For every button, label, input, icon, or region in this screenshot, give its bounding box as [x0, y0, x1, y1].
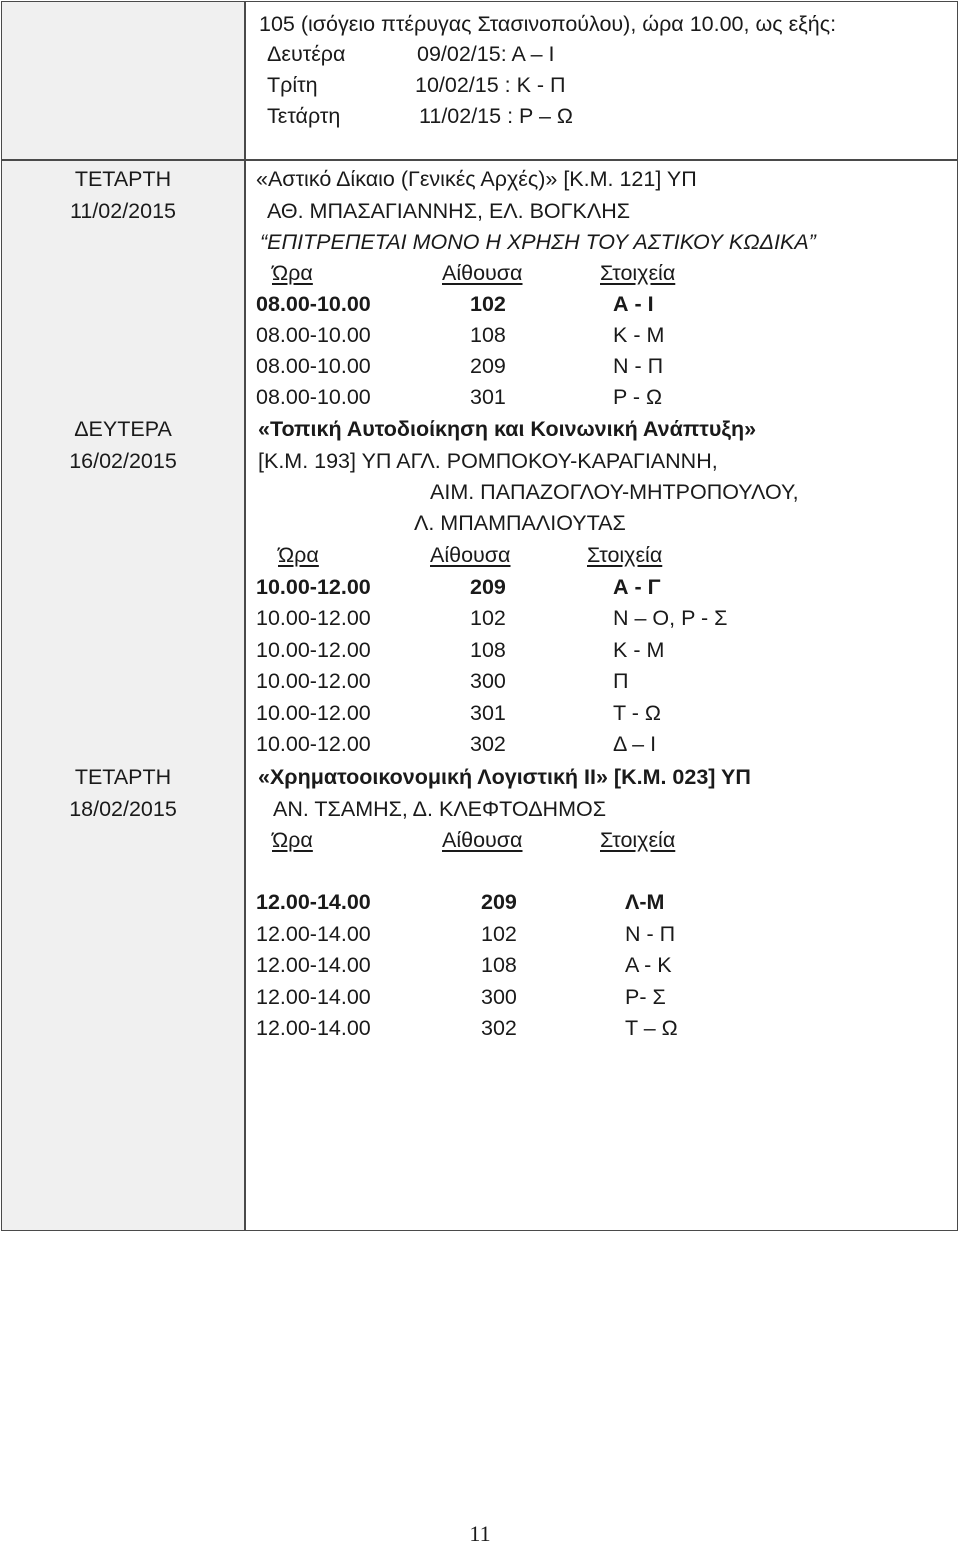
row-time: 10.00-12.00: [256, 669, 371, 693]
row-room: 209: [470, 575, 506, 599]
row-time: 08.00-10.00: [256, 292, 371, 316]
row-time: 08.00-10.00: [256, 354, 371, 378]
schedule-day-range: 09/02/15: Α – Ι: [417, 42, 555, 66]
row-room: 302: [481, 1016, 517, 1040]
row-letters: Ν - Π: [625, 922, 676, 946]
row-time: 10.00-12.00: [256, 732, 371, 756]
exam-schedule-table: [1, 1, 958, 1231]
course-instructors: ΑΙΜ. ΠΑΠΑΖΟΓΛΟΥ-ΜΗΤΡΟΠΟΥΛΟΥ,: [430, 480, 799, 504]
course-instructors: [Κ.Μ. 193] ΥΠ ΑΓΛ. ΡΟΜΠΟΚΟΥ-ΚΑΡΑΓΙΑΝΝΗ,: [258, 449, 718, 473]
exam-date: 11/02/2015: [69, 199, 176, 223]
exam-note: “ΕΠΙΤΡΕΠΕΤΑΙ ΜΟΝΟ Η ΧΡΗΣΗ ΤΟΥ ΑΣΤΙΚΟΥ ΚΩΔΙΚΑ”: [260, 230, 816, 254]
course-title: «Αστικό Δίκαιο (Γενικές Αρχές)» [Κ.Μ. 121] ΥΠ: [256, 167, 697, 191]
schedule-day: Τρίτη: [267, 73, 318, 97]
row-letters: Ρ - Ω: [613, 385, 663, 409]
schedule-day: Δευτέρα: [267, 42, 346, 66]
row-letters: Α - Κ: [625, 953, 672, 977]
row-letters: Λ-Μ: [625, 890, 665, 914]
row-time: 12.00-14.00: [256, 985, 371, 1009]
course-instructors: Λ. ΜΠΑΜΠΑΛΙΟΥΤΑΣ: [414, 511, 626, 535]
schedule-day: Τετάρτη: [267, 104, 341, 128]
column-divider: [244, 2, 246, 1230]
row-letters: Ν – Ο, Ρ - Σ: [613, 606, 728, 630]
row-letters: Τ - Ω: [613, 701, 661, 725]
course-title: «Τοπική Αυτοδιοίκηση και Κοινωνική Ανάπτυξη»: [258, 417, 757, 441]
row-time: 12.00-14.00: [256, 1016, 371, 1040]
row-room: 102: [470, 606, 506, 630]
exam-weekday: ΔΕΥΤΕΡΑ: [74, 417, 172, 441]
intro-text: 105 (ισόγειο πτέρυγας Στασινοπούλου), ώρα 10.00, ως εξής:: [259, 12, 837, 36]
column-header-room: Αίθουσα: [430, 543, 511, 567]
column-header-time: Ώρα: [272, 828, 313, 852]
course-instructors: ΑΝ. ΤΣΑΜΗΣ, Δ. ΚΛΕΦΤΟΔΗΜΟΣ: [273, 797, 607, 821]
column-header-time: Ώρα: [272, 261, 313, 285]
column-header-time: Ώρα: [278, 543, 319, 567]
row-letters: Τ – Ω: [625, 1016, 678, 1040]
row-letters: Δ – Ι: [613, 732, 657, 756]
row-room: 108: [470, 638, 506, 662]
exam-date: 16/02/2015: [69, 449, 177, 473]
row-room: 209: [470, 354, 506, 378]
row-room: 102: [470, 292, 506, 316]
row-room: 301: [470, 385, 506, 409]
row-letters: Κ - Μ: [613, 323, 665, 347]
row-letters: Α - Γ: [613, 575, 661, 599]
row-time: 12.00-14.00: [256, 953, 371, 977]
row-time: 10.00-12.00: [256, 638, 371, 662]
page-number: 11: [469, 1521, 491, 1545]
row-time: 08.00-10.00: [256, 323, 371, 347]
row-time: 08.00-10.00: [256, 385, 371, 409]
schedule-day-range: 10/02/15 : Κ - Π: [415, 73, 566, 97]
column-header-letters: Στοιχεία: [600, 261, 676, 285]
column-header-room: Αίθουσα: [442, 828, 523, 852]
row-letters: Α - Ι: [613, 292, 654, 316]
row-room: 300: [470, 669, 506, 693]
row-letters: Π: [613, 669, 629, 693]
row-room: 209: [481, 890, 517, 914]
row-letters: Κ - Μ: [613, 638, 665, 662]
row-room: 108: [481, 953, 517, 977]
row-room: 300: [481, 985, 517, 1009]
row-letters: Ν - Π: [613, 354, 664, 378]
schedule-day-range: 11/02/15 : Ρ – Ω: [419, 104, 573, 128]
row-time: 12.00-14.00: [256, 922, 371, 946]
column-header-letters: Στοιχεία: [600, 828, 676, 852]
row-divider: [2, 159, 957, 161]
exam-date: 18/02/2015: [69, 797, 177, 821]
row-room: 108: [470, 323, 506, 347]
row-time: 10.00-12.00: [256, 606, 371, 630]
row-room: 102: [481, 922, 517, 946]
course-title: «Χρηματοοικονομική Λογιστική ΙΙ» [Κ.Μ. 023] ΥΠ: [258, 765, 751, 789]
column-header-letters: Στοιχεία: [587, 543, 663, 567]
exam-weekday: ΤΕΤΑΡΤΗ: [74, 167, 172, 191]
row-letters: Ρ- Σ: [625, 985, 666, 1009]
row-room: 302: [470, 732, 506, 756]
row-room: 301: [470, 701, 506, 725]
course-instructors: ΑΘ. ΜΠΑΣΑΓΙΑΝΝΗΣ, ΕΛ. ΒΟΓΚΛΗΣ: [267, 199, 631, 223]
row-time: 12.00-14.00: [256, 890, 371, 914]
column-header-room: Αίθουσα: [442, 261, 523, 285]
row-time: 10.00-12.00: [256, 575, 371, 599]
row-time: 10.00-12.00: [256, 701, 371, 725]
exam-weekday: ΤΕΤΑΡΤΗ: [74, 765, 172, 789]
